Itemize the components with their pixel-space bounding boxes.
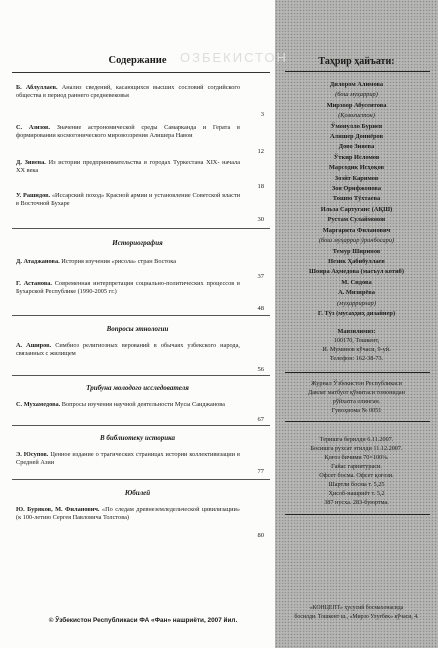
entry-title: «Иссарский поход» Красной армии и установление Советской власти в Восточной Бухаре bbox=[16, 192, 240, 208]
board-member: Ўмонулло Буриев bbox=[330, 122, 383, 130]
entry-page-number: 67 bbox=[257, 416, 264, 423]
address-line: Телефон: 162-38-73. bbox=[329, 355, 384, 362]
entry-author: У. Рашидов. bbox=[16, 192, 51, 199]
registration-line: рўйхатга олинган. bbox=[332, 398, 381, 405]
divider bbox=[12, 315, 270, 316]
entry-author: С. Азизов. bbox=[16, 124, 50, 131]
entry-title: Ценное издание о трагических страницах истории коллективизации в Средней Азии bbox=[16, 451, 240, 467]
print-info-line: Гайас гарнитураси. bbox=[331, 463, 382, 470]
divider bbox=[12, 72, 270, 73]
entry-author: Г. Астанова. bbox=[16, 280, 52, 287]
entry-page-number: 30 bbox=[257, 216, 264, 223]
divider bbox=[285, 514, 430, 515]
contents-entry bbox=[16, 401, 240, 409]
contents-entry bbox=[16, 124, 240, 140]
board-member: Г. Тўз (мусаҳҳиҳ дизайнер) bbox=[317, 309, 396, 317]
copyright-footer: © Ўзбекистон Республикаси ФА «Фан» нашриёти, 2007 йил. bbox=[48, 617, 238, 624]
entry-title: «По следам древнеземледельческой цивилизации» (к 100-летию Сергея Павловича Толстова) bbox=[16, 506, 240, 522]
registration-line: Гувоҳнома № 0051 bbox=[331, 407, 382, 414]
print-info-line: Теришга берилди 6.11.2007. bbox=[319, 436, 394, 443]
entry-author: Э. Юсупов. bbox=[16, 451, 49, 458]
divider bbox=[12, 375, 270, 376]
entry-title: История изучения «рисола» стран Востока bbox=[59, 258, 177, 265]
contents-entry bbox=[16, 84, 240, 100]
contents-entry bbox=[16, 342, 240, 358]
entry-author: Д. Атаджанова. bbox=[16, 258, 60, 265]
contents-title: Содержание bbox=[108, 55, 167, 66]
board-member: Шоира Аҳмедова (масъул котиб) bbox=[309, 268, 404, 276]
entry-title: Современная интерпретация социально-политических процессов в Бухарской Республике (1990-2005 гг.) bbox=[16, 280, 240, 296]
contents-entry bbox=[16, 451, 240, 467]
address-title: Манзилимиз: bbox=[337, 328, 376, 335]
section-title: Юбилей bbox=[124, 489, 151, 497]
board-member: Тошпо Тўхтаева bbox=[332, 195, 381, 203]
board-member: (бош муҳаррир) bbox=[335, 91, 378, 99]
divider bbox=[285, 372, 430, 373]
board-member: Незик Ҳабибуллаев bbox=[328, 257, 385, 265]
registration-line: Журнал Ўзбекистон Республикаси bbox=[311, 380, 402, 387]
entry-page-number: 3 bbox=[260, 111, 264, 118]
entry-page-number: 80 bbox=[257, 532, 264, 539]
board-member: (Қозоғистон) bbox=[338, 112, 375, 120]
board-member: Дово Зияева bbox=[338, 143, 375, 151]
print-info-line: Босишга рухсат этилди 11.12.2007. bbox=[310, 445, 403, 452]
registration-block bbox=[280, 379, 433, 415]
board-member: (бош муҳаррир ўринбосари) bbox=[318, 237, 395, 245]
print-info-line: 387 нусха. 283-буюртма. bbox=[324, 499, 389, 506]
divider bbox=[12, 228, 270, 229]
contents-entry bbox=[16, 159, 240, 175]
address-line: 100170, Тошкент, bbox=[333, 337, 380, 344]
address-block bbox=[280, 327, 433, 363]
entry-author: Ю. Буряков, М. Филанович. bbox=[16, 506, 100, 513]
divider bbox=[12, 425, 270, 426]
entry-title: Симбиоз религиозных верований в обычаях узбекского народа, связанных с жилищем bbox=[16, 342, 241, 358]
section-title: В библиотеку историка bbox=[99, 434, 176, 442]
board-member: Ўткир Исломов bbox=[333, 153, 380, 161]
editorial-board-title: Таҳрир ҳайъати: bbox=[318, 56, 395, 67]
entry-page-number: 18 bbox=[257, 183, 264, 190]
print-info-block bbox=[280, 435, 433, 507]
board-member: Дилором Алимова bbox=[329, 81, 384, 88]
printer-line: босилди. Тошкент ш., «Мирзо Улуғбек» кўчаси, 4. bbox=[294, 614, 419, 620]
entry-author: С. Мухамедова. bbox=[16, 401, 61, 408]
entry-title: Анализ сведений, касающихся высших сословий согдийского общества в период раннего средневековья bbox=[16, 84, 240, 100]
board-member: Алишер Дониёров bbox=[329, 133, 384, 141]
section-title: Историография bbox=[112, 239, 163, 247]
print-info-line: Ҳисоб-нашриёт т. 5,2 bbox=[328, 490, 385, 497]
entry-page-number: 48 bbox=[257, 305, 264, 312]
registration-line: Давлат матбуот қўмитаси томонидан bbox=[308, 389, 405, 396]
board-member: М. Сидова bbox=[341, 278, 372, 286]
contents-entry bbox=[16, 192, 240, 208]
entry-page-number: 77 bbox=[257, 468, 264, 475]
board-member: Зоя Орифжонова bbox=[331, 185, 382, 193]
entry-title: Значение астрономической среды Самарканда и Герата в формировании космогонического мировоззрения Алишера Навои bbox=[16, 124, 240, 140]
divider bbox=[12, 479, 270, 480]
section-title: Вопросы этнологии bbox=[106, 325, 169, 333]
board-member: Мирзоор Абусеитова bbox=[326, 101, 387, 109]
entry-page-number: 56 bbox=[257, 366, 264, 373]
entry-title: Вопросы изучения научной деятельности Мусы Саиджанова bbox=[60, 401, 225, 408]
printer-line: «КОНЦЕПТ» ҳусусий босмаxонасида bbox=[309, 605, 404, 611]
entry-author: Д. Зияева. bbox=[16, 159, 46, 166]
board-member: Маргарита Филанович bbox=[322, 226, 391, 234]
board-member: Зоэйт Каримов bbox=[334, 174, 379, 182]
entry-title: Из истории предпринимательства в городах Туркестана XIX- начала XX века bbox=[16, 159, 240, 175]
contents-entry bbox=[16, 258, 240, 266]
print-info-line: Шартли босма т. 5,25 bbox=[328, 481, 385, 488]
board-member: Рустам Сулаймонов bbox=[327, 216, 386, 224]
entry-page-number: 12 bbox=[257, 148, 264, 155]
contents-entry bbox=[16, 280, 240, 296]
contents-entry bbox=[16, 506, 240, 522]
editorial-board-list bbox=[280, 80, 433, 319]
divider bbox=[285, 71, 430, 72]
board-member: (муҳаррирлар) bbox=[337, 299, 376, 307]
print-info-line: Офсет босма. Офсет қоғози. bbox=[319, 472, 394, 479]
entry-page-number: 37 bbox=[257, 273, 264, 280]
board-member: Ильза Сартуганс (АҚШ) bbox=[320, 205, 393, 213]
entry-author: Б. Аблуллаев. bbox=[16, 84, 58, 91]
section-title: Трибуна молодого исследователя bbox=[86, 384, 189, 392]
board-member: Темур Ширинов bbox=[332, 247, 381, 255]
address-line: И. Муминов кўчаси, 9-уй. bbox=[322, 346, 391, 353]
board-member: Марсодик Исҳоқов bbox=[328, 164, 385, 172]
divider bbox=[285, 421, 430, 422]
printer-block bbox=[280, 604, 433, 622]
watermark-text: ОЗБЕКИСТОН bbox=[180, 50, 288, 65]
board-member: А. Мизирёва bbox=[338, 289, 375, 297]
print-info-line: Қоғоз бичими 70×100⅛. bbox=[324, 454, 389, 461]
entry-author: А. Аширов. bbox=[16, 342, 52, 349]
